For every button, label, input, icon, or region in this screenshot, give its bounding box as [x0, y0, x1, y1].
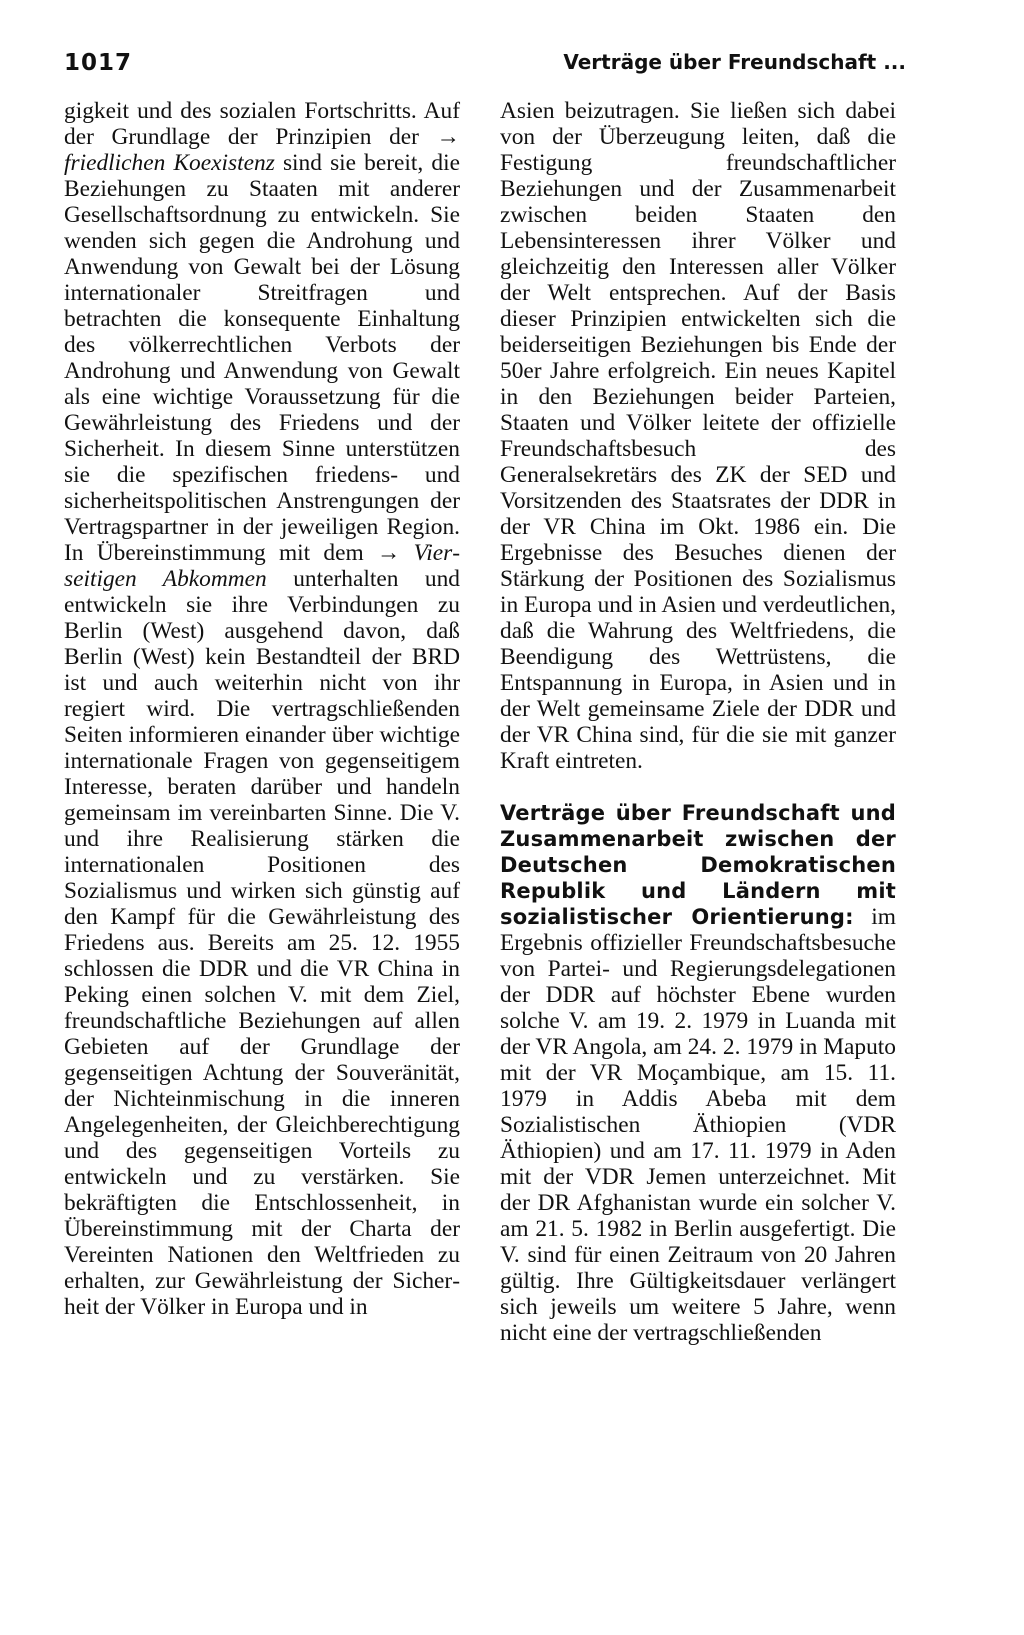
page-number: 1017: [64, 50, 133, 76]
right-column: [500, 98, 896, 1346]
text-segment: gigkeit und des sozialen Fortschritts. Auf der Grundlage der Prinzipien der →: [64, 98, 460, 150]
dictionary-entry: [500, 800, 896, 1346]
entry-headword: Verträge über Freundschaft und Zusammenarbeit zwischen der Deutschen Demokratischen Republik und Ländern mit sozialistischer Orientierung:: [500, 801, 896, 929]
entry-text: im Ergebnis offizieller Freundschaftsbesuche von Partei- und Regierungsdelegationen der DDR auf höchster Ebene wurden solche V. am 19. 2. 1979 in Luanda mit der VR Angola, am 24. 2. 1979 in Maputo mit der VR Moçambique, am 15. 11. 1979 in Addis Abeba mit dem Sozialistischen Äthiopien (VDR Äthiopien) und am 17. 11. 1979 in Aden mit der VDR Jemen unterzeichnet. Mit der DR Afghanistan wurde ein solcher V. am 21. 5. 1982 in Berlin ausgefertigt. Die V. sind für einen Zeitraum von 20 Jahren gültig. Ihre Gültigkeitsdauer verlängert sich jeweils um weitere 5 Jahre, wenn nicht eine der vertragschließenden: [500, 904, 897, 1346]
running-head: Verträge über Freundschaft ...: [563, 50, 906, 74]
left-column: [64, 98, 460, 1320]
cross-reference-koexistenz: friedlichen Koexistenz: [64, 150, 275, 176]
text-segment: unterhalten und entwickeln sie ihre Verbindungen zu Berlin (West) ausgehend davon, daß Berlin (West) kein Bestandteil der BRD ist und auch weiterhin nicht von ihr regiert wird. Die vertragschließenden Seiten informieren einander über wichtige internationale Fragen von gegenseitigem Interesse, beraten darüber und handeln gemeinsam im vereinbarten Sinne. Die V. und ihre Realisierung stärken die internationalen Positionen des Sozialismus und wirken sich günstig auf den Kampf für die Gewährleistung des Friedens aus. Bereits am 25. 12. 1955 schlossen die DDR und die VR China in Peking einen solchen V. mit dem Ziel, freundschaftliche Beziehungen auf allen Gebieten auf der Grundlage der gegenseitigen Achtung der Souveränität, der Nichteinmischung in die inneren Angelegenheiten, der Gleichberechtigung und des gegenseitigen Vorteils zu entwickeln und zu verstärken. Sie bekräftigten die Entschlossenheit, in Übereinstimmung mit der Charta der Vereinten Nationen den Weltfrieden zu erhalten, zur Gewährleistung der Sicherheit der Völker in Europa und in: [64, 566, 460, 1320]
cross-reference-abkommen: Vierseitigen Abkommen: [64, 540, 460, 592]
left-column-text: [64, 98, 460, 1320]
page-header: [0, 46, 1024, 80]
right-column-paragraph: Asien beizutragen. Sie ließen sich dabei von der Überzeugung leiten, daß die Festigung freundschaftlicher Beziehungen und der Zusammenarbeit zwischen beiden Staaten den Lebensinteressen ihrer Völker und gleichzeitig den Interessen aller Völker der Welt entsprechen. Auf der Basis dieser Prinzipien entwickelten sich die beiderseitigen Beziehungen bis Ende der 50er Jahre erfolgreich. Ein neues Kapitel in den Beziehungen beider Parteien, Staaten und Völker leitete der offizielle Freundschaftsbesuch des Generalsekretärs des ZK der SED und Vorsitzenden des Staatsrates der DDR in der VR China im Okt. 1986 ein. Die Ergebnisse des Besuches dienen der Stärkung der Positionen des Sozialismus in Europa und in Asien und verdeutlichen, daß die Wahrung des Weltfriedens, die Beendigung des Wettrüstens, die Entspannung in Europa, in Asien und in der Welt gemeinsame Ziele der DDR und der VR China sind, für die sie mit ganzer Kraft eintreten.: [500, 98, 896, 774]
text-segment: sind sie bereit, die Beziehungen zu Staaten mit anderer Gesellschaftsordnung zu entwickeln. Sie wenden sich gegen die Androhung und Anwendung von Gewalt bei der Lösung internationaler Streitfragen und betrachten die konsequente Einhaltung des völkerrechtlichen Verbots der Androhung und Anwendung von Gewalt als eine wichtige Voraussetzung für die Gewährleistung des Friedens und der Sicherheit. In diesem Sinne unterstützen sie die spezifischen friedens- und sicherheitspolitischen Anstrengungen der Vertragspartner in der jeweiligen Region. In Übereinstimmung mit dem →: [64, 150, 460, 566]
